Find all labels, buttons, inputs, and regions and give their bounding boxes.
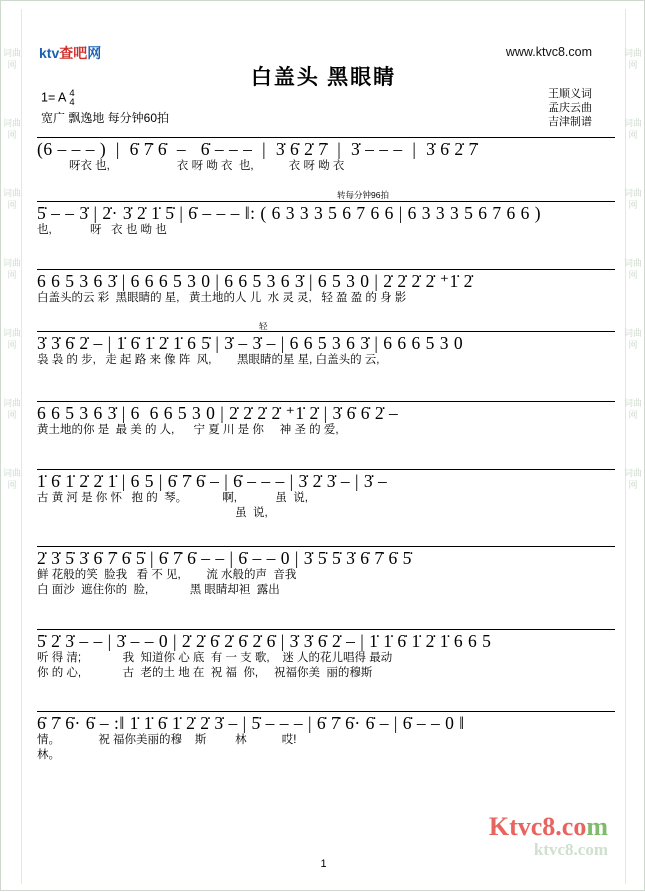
notes-line-3: 6 6 5 3 6 3̇ | 6 6 6 5 3 0 | 6 6 5 3 6 3̇ | 6 5 3 0 | 2̇ 2̇ 2̇ 2̇ ⁺1̇ 2̇ <box>37 271 473 291</box>
tempo-marking: 宽广 飘逸地 每分钟60拍 <box>41 111 170 125</box>
meter-bottom: 4 <box>69 97 75 108</box>
music-system-8 <box>37 629 615 681</box>
notes-line-8: 5̇ 2̇ 3̇ – – | 3̇ – – 0 | 2̇ 2̇ 6̇ 2̇ 6̇ 2̇ 6̇ | 3̇ 3̇ 6̇ 2̇ – | 1̇ 1̇ 6̇ 1̇ 2̇ 1̇ 6 6 5 <box>37 631 492 651</box>
credit-engraver: 吉津制谱 <box>548 116 592 128</box>
site-url: www.ktvc8.com <box>505 45 592 59</box>
lyrics-line-6a: 古 黄 河 是 你 怀 抱 的 琴。 啊, 虽 说, <box>37 492 308 504</box>
lyrics-line-7b: 白 面沙 遮住你的 脸, 黑 眼睛却袒 露出 <box>37 584 280 596</box>
logo-part-chaba: 查吧 <box>59 45 88 61</box>
credit-composer: 孟庆云曲 <box>548 102 592 114</box>
notes-line-2: 5̇ – – 3̇ | 2̇· 3̇ 2̇ 1̇ 5̇ | 6̇ – – – ‖: ( 6 3 3 3 5 6 7 6 6 | 6 3 3 3 5 6 7 6 6 ) <box>37 203 542 223</box>
watermark-column-left <box>2 1 22 892</box>
notes-line-5: 6 6 5 3 6 3̇ | 6 6 6 5 3 0 | 2̇ 2̇ 2̇ 2̇ ⁺1̇ 2̇ | 3̇ 6̇ 6̇ 2̇ – <box>37 403 399 423</box>
credit-lyricist: 王顺义词 <box>548 88 592 100</box>
watermark-right-2: 词曲网 <box>623 118 642 140</box>
time-signature <box>69 89 74 107</box>
lyrics-line-5a: 黄土地的你 是 最 美 的 人, 宁 夏 川 是 你 神 圣 的 爱, <box>37 424 339 436</box>
site-logo[interactable] <box>39 43 101 63</box>
watermark-right-1: 词曲网 <box>623 48 642 70</box>
watermark-large <box>489 812 608 842</box>
watermark-left-3: 词曲网 <box>2 188 21 210</box>
lyrics-line-4a: 袅 袅 的 步, 走 起 路 来 像 阵 风, 黑眼睛的星 星, 白盖头的 云, <box>37 354 380 366</box>
music-system-4 <box>37 321 615 368</box>
watermark-large-part2: m <box>586 812 608 841</box>
watermark-right-3: 词曲网 <box>623 188 642 210</box>
watermark-left-7: 词曲网 <box>2 468 21 490</box>
notes-line-7: 2̇ 3̇ 5̇ 3̇ 6̇ 7̇ 6̇ 5̇ | 6̇ 7̇ 6̇ – – | 6̇ – – 0 | 3̇ 5̇ 5̇ 3̇ 6̇ 7̇ 6̇ 5̇ <box>37 548 412 568</box>
watermark-column-right <box>623 1 643 892</box>
credits-block <box>548 87 592 129</box>
watermark-left-6: 词曲网 <box>2 398 21 420</box>
music-system-6 <box>37 469 615 521</box>
notes-line-9: 6̇ 7̇ 6̇· 6̇ – :‖ 1̇ 1̇ 6̇ 1̇ 2̇ 2̇ 3̇ – | 5̇ – – – | 6̇ 7̇ 6̇· 6̇ – | 6̇ – – 0 ‖ <box>37 713 465 733</box>
music-system-7 <box>37 546 615 598</box>
logo-part-wang: 网 <box>87 45 102 61</box>
music-system-1 <box>37 137 615 174</box>
watermark-large-part1: Ktvc8.co <box>488 812 587 841</box>
music-system-5 <box>37 401 615 438</box>
watermark-left-4: 词曲网 <box>2 258 21 280</box>
key-label: 1= A <box>41 90 67 105</box>
logo-part-ktv: ktv <box>39 45 60 61</box>
notes-line-1: (6 – – – ) | 6̇ 7̇ 6̇ – 6̇ – – – | 3̇ 6̇ 2̇ 7̇ | 3̇ – – – | 3̇ 6̇ 2̇ 7̇ <box>37 139 478 159</box>
watermark-left-5: 词曲网 <box>2 328 21 350</box>
lyrics-line-3a: 白盖头的云 彩 黑眼睛的 星, 黄土地的人 儿 水 灵 灵, 轻 盈 盈 的 身 影 <box>37 292 407 304</box>
watermark-right-7: 词曲网 <box>623 468 642 490</box>
lyrics-line-6b: 虽 说, <box>37 507 268 519</box>
watermark-left-2: 词曲网 <box>2 118 21 140</box>
watermark-large-2: ktvc8.com <box>533 840 608 859</box>
tempo-change-annotation: 转每分钟96拍 <box>337 190 389 200</box>
music-system-2 <box>37 190 615 238</box>
music-system-9 <box>37 711 615 763</box>
lyrics-line-2a: 也, 呀 衣 也 呦 也 <box>37 224 167 236</box>
music-system-3 <box>37 269 615 306</box>
lyrics-line-1a: 呀衣 也, 衣 呀 呦 衣 也, 衣 呀 呦 衣 <box>37 160 345 172</box>
lyrics-line-8b: 你 的 心, 古 老的土 地 在 祝 福 你, 祝福你美 丽的穆斯 <box>37 667 373 679</box>
notes-line-6: 1̇ 6̇ 1̇ 2̇ 2̇ 1̇ | 6 5 | 6̇ 7̇ 6̇ – | 6̇ – – – | 3̇ 2̇ 3̇ – | 3̇ – <box>37 471 388 491</box>
lyrics-line-8a: 听 得 清; 我 知道你 心 底 有 一 支 歌, 迷 人的花儿唱得 最动 <box>37 652 393 664</box>
lyrics-line-9a: 情。 祝 福你美丽的穆 斯 林 哎! <box>37 734 297 746</box>
light-annotation: 轻 <box>259 321 268 331</box>
lyrics-line-7a: 鲜 花般的笑 脸我 看 不 见, 流 水般的声 音我 <box>37 569 297 581</box>
lyrics-line-9b: 林。 <box>37 749 60 761</box>
watermark-right-6: 词曲网 <box>623 398 642 420</box>
watermark-right-5: 词曲网 <box>623 328 642 350</box>
meter-top: 4 <box>69 88 75 99</box>
key-signature <box>41 89 75 107</box>
watermark-right-4: 词曲网 <box>623 258 642 280</box>
watermark-left-1: 词曲网 <box>2 48 21 70</box>
page-title: 白盖头 黑眼睛 <box>250 65 397 89</box>
notes-line-4: 3̇ 3̇ 6̇ 2̇ – | 1̇ 6̇ 1̇ 2̇ 1̇ 6 5̇ | 3̇ – 3̇ – | 6 6 5 3 6 3̇ | 6 6 6 5 3 0 <box>37 333 464 353</box>
page-number: 1 <box>320 858 327 870</box>
